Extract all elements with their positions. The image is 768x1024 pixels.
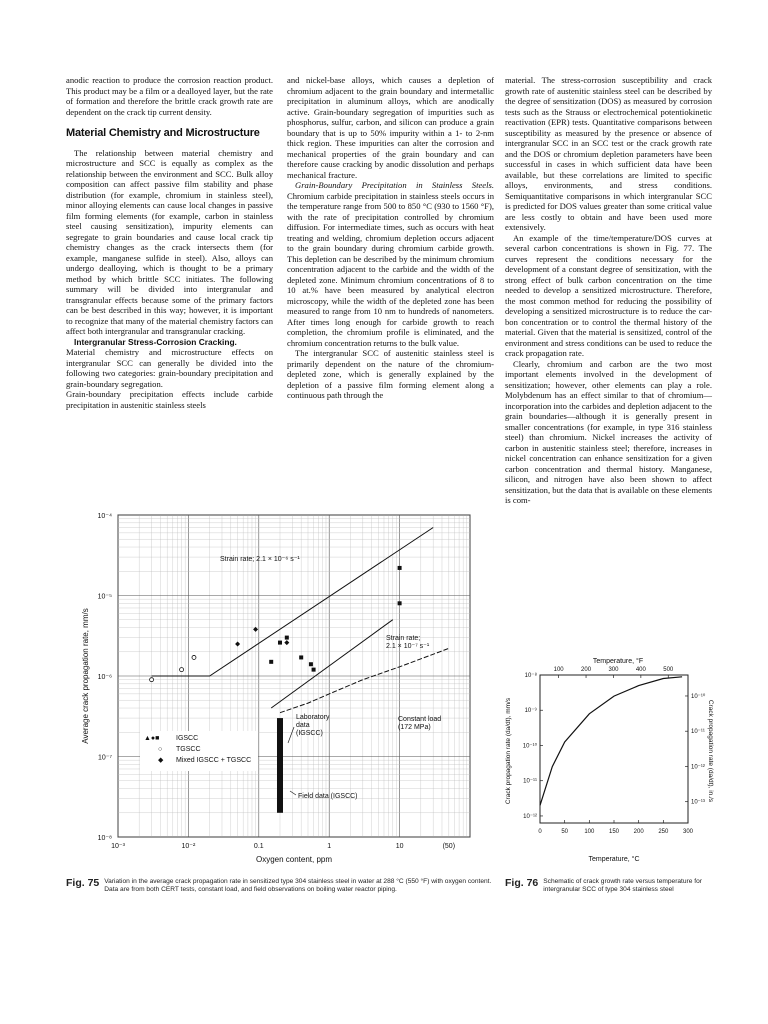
fig76-y-axis-title: Crack propagation rate (da/dt), mm/s: [505, 697, 512, 805]
runin-heading-igscc: Intergranular Stress-Corrosion Cracking.: [74, 336, 237, 347]
fig75-y-axis-title: Average crack propagation rate, mm/s: [81, 608, 90, 744]
legend-tgscc-label: TGSCC: [176, 746, 201, 753]
fig75-y-tick-label: 10⁻⁶: [97, 674, 112, 681]
fig76-x2-tick-label: 100: [553, 667, 564, 673]
fig76-y-tick-label: 10⁻¹⁰: [522, 743, 537, 750]
fig75-y-tick-label: 10⁻⁸: [97, 835, 112, 842]
fig75-legend: [140, 731, 258, 771]
fig76-x-tick-label: 50: [561, 829, 569, 835]
pointer-lab-data: [288, 727, 294, 743]
fig75-chart: [58, 505, 498, 875]
fig76-y2-tick-label: 10⁻¹³: [691, 799, 705, 806]
fig75-caption: [66, 878, 496, 894]
fig75-x-tick-label: 10⁻³: [111, 843, 125, 850]
fig75-point-igscc: [299, 655, 303, 659]
annotation-constant-load: Constant load (172 MPa): [398, 716, 442, 731]
fig76-curve: [540, 677, 682, 806]
fig76-ticks: [523, 667, 706, 835]
fig75-point-igscc: [398, 601, 402, 605]
column-3: [505, 75, 712, 506]
legend-mixed-label: Mixed IGSCC + TGSCC: [176, 757, 252, 764]
fig75-y-tick-label: 10⁻⁷: [97, 754, 112, 762]
fig75-caption-text: Variation in the average crack propagation rate in sensitized type 304 stainless steel in water at 288 °C (550 °F) with oxygen content. Data are from both CERT tests, constant load, and field observations on boiling water reactor piping.: [104, 878, 492, 893]
fig76-y-tick-label: 10⁻¹¹: [523, 778, 537, 785]
annotation-field-data: Field data (IGSCC): [298, 793, 358, 800]
fig75-x-tick-label: 1: [327, 843, 332, 850]
column-1: [66, 75, 273, 410]
fig76-x2-tick-label: 300: [608, 667, 619, 673]
fig75-point-mixed: [235, 641, 240, 646]
runin-heading-precipitation: Grain-Boundary Precipitation in Stainless Steels.: [295, 180, 494, 190]
fig76-y2-axis-title: Crack propagation rate (da/dt), in./s: [707, 699, 714, 803]
legend-igscc-label: IGSCC: [176, 735, 199, 742]
fig75-point-tgscc: [150, 678, 154, 682]
fig75-series-line-1: [271, 620, 393, 708]
fig75-point-igscc: [269, 660, 273, 664]
fig75-field-data-bar: [277, 718, 283, 813]
fig76-x-tick-label: 0: [538, 829, 542, 835]
fig75-point-tgscc: [192, 655, 196, 659]
fig75-point-tgscc: [180, 668, 184, 672]
fig76-y2-tick-label: 10⁻¹¹: [691, 729, 705, 736]
fig76-number: Fig. 76: [505, 877, 539, 889]
fig76-x-tick-label: 200: [633, 829, 644, 835]
pointer-field-data: [290, 791, 296, 795]
fig76-x2-tick-label: 500: [663, 667, 674, 673]
fig75-x-tick-label: 0.1: [253, 843, 264, 850]
col2-paragraph-3: The intergranular SCC of austenitic stainless steel is primarily dependent on the nature of the chromium-depleted zone, which is generally explained by the depletion of a passive film forming element along a continuous path through the: [287, 348, 494, 400]
fig75-x-axis-title: Oxygen content, ppm: [255, 855, 333, 864]
fig76-x-tick-label: 300: [682, 829, 694, 835]
fig76-x2-tick-label: 200: [581, 667, 592, 673]
col3-paragraph-3: Clearly, chromium and carbon are the two most important elements involved in the development of sensitization; however, other elements can play a role. Molybdenum has an effect similar to that of chromium—incorporation into the carbides and depletion adjacent to the grain boundaries—although it is generally present in smaller concentrations (for example, in type 316 stainless steel) than chromium. Nickel increases the activity of carbon in austenitic stainless steel; therefore, increases in nickel concentration can enhance sensitization for a given carbon concentration and thermal history. Manganese, silicon, and nitrogen have also been shown to affect sensitization, but the data that is available on these elements is com-: [505, 358, 712, 505]
fig76-x-tick-label: 250: [658, 829, 669, 835]
fig76-chart: [500, 655, 715, 870]
fig76-x-axis-title: Temperature, °C: [588, 856, 640, 863]
fig76-y-tick-label: 10⁻⁸: [524, 673, 537, 679]
fig76-caption-text: Schematic of crack growth rate versus temperature for intergranular SCC of type 304 stainless steel: [543, 878, 702, 893]
fig76-top-axis-title: Temperature, °F: [592, 658, 644, 665]
col1-top-paragraph: anodic reaction to produce the corrosion reaction product. This product may be a film or a dealloyed layer, but the rate of formation and therefore the brittle crack growth rate are dependent on the crack tip current density.: [66, 75, 273, 117]
fig75-series-line-2: [280, 648, 449, 712]
fig75-x-tick-label: 10⁻²: [181, 843, 196, 850]
fig76-x-tick-label: 150: [608, 829, 620, 835]
col1-paragraph-3: Grain-boundary precipitation effects include carbide precipitation in austenitic stainless steels: [66, 389, 273, 410]
fig76-x-tick-label: 100: [584, 829, 595, 835]
annotation-strain-rate-1: Strain rate; 2.1 × 10⁻⁶ s⁻¹: [220, 556, 300, 563]
legend-mixed-marker: ◆: [158, 757, 164, 764]
fig76-y2-tick-label: 10⁻¹⁰: [691, 693, 706, 700]
fig75-point-igscc: [398, 566, 402, 570]
annotation-lab-data: Laboratory data (IGSCC): [296, 714, 330, 737]
col1-paragraph-1: The relationship between material chemistry and microstructure and SCC is equally as complex as the relationship between the environment and SCC. Bulk alloy composition can affect passive film stability and phase distribution (for example, chromium in stainless steel), minor alloying elements can cause local changes in passive film forming elements (for example, carbon in stainless steel causing sensitization), impurity elements can segregate to grain boundaries and cause local crack tip chemistry changes as the crack intersects them (for example, manganese sulfide in steel). Also, alloys can undergo dealloying, which is thought to be a primary method by which brittle SCC initiates. The following summary will be divided into intergranular and transgranular effects because some of the primary factors can be best described in this way; however, it is important to recognize that many of the material chemistry factors can affect both intergranular and transgranular cracking.: [66, 147, 273, 336]
col2-paragraph-1: and nickel-base alloys, which causes a depletion of chromium adjacent to the grain boundary and intermetallic precipitation in aluminum alloys, which are anodically active. Grain-boundary segregation of impurities such as phosphorus, sulfur, carbon, and silicon can produce a grain boundary that is up to 50% impurity within a 1- to 2-nm thick region. These impurities can alter the corrosion and mechanical properties of the grain boundary and can therefore cause cracking by anodic dissolution and perhaps mechanical fracture.: [287, 75, 494, 180]
col2-paragraph-2: Chromium carbide precipitation in stainless steels occurs in the temperature range from 500 to 850 °C (930 to 1560 °F), with the rate of precipitation controlled by chromium diffusion. For intermediate times, such as occurs with heat treating and welding, chromium depletion occurs adjacent to the grain boundary during chromium carbide growth. This depletion can be described by the minimum chromium concentration adjacent to the carbide and the width of the depleted zone. Minimum chromium concentrations of 8 to 10 at.% have been measured by analytical electron microscopy, while the width of the depleted zone has been measured to range from 10 nm to hundreds of nanometers. After times long enough for carbide growth to reach completion, the chromium profile is eliminated, and the chromium concentration returns to the bulk value.: [287, 190, 494, 348]
fig75-x-tick-label: 10: [395, 843, 404, 850]
fig75-x-tick-label: (50): [442, 843, 456, 850]
fig75-point-igscc: [285, 636, 289, 640]
fig75-y-tick-label: 10⁻⁵: [97, 593, 112, 601]
fig76-y-tick-label: 10⁻¹²: [523, 813, 537, 820]
fig75-point-igscc: [312, 668, 316, 672]
section-heading: Material Chemistry and Microstructure: [66, 127, 260, 139]
fig76-y2-tick-label: 10⁻¹²: [691, 764, 705, 771]
fig76-y-tick-label: 10⁻⁹: [524, 708, 537, 715]
col3-paragraph-1: material. The stress-corrosion susceptibility and crack growth rate of austenitic stainless steel can be described by the degree of sensitization (DOS) as measured by corrosion tests such as the Strauss or electrochemical potentiokinetic reactivation (EPR) tests. Quantitative comparisons between susceptibility as measured by the presence or absence of intergranular SCC in an SCC test or the crack growth rate and the DOS or chromium depletion parameters have been successful in cases in which sufficient data have been available, but these correlations are limited to specific alloys, environments, and stress conditions. Semiquantitative comparisons in which intergranular SCC is predicted for DOS values greater than some critical value are less costly to obtain and have been used more extensively.: [505, 75, 712, 232]
col1-paragraph-2: Material chemistry and microstructure effects on intergranular SCC can generally be divided into the following two categories: grain-boundary precipitation and grain-boundary segregation.: [66, 347, 273, 389]
fig75-points: [150, 566, 402, 682]
fig76-caption: [505, 878, 715, 894]
fig75-point-igscc: [278, 641, 282, 645]
fig75-point-igscc: [309, 662, 313, 666]
column-2: [287, 75, 494, 401]
fig75-point-mixed: [284, 640, 289, 645]
legend-igscc-marker: ▲●■: [144, 735, 160, 742]
fig76-plot-frame: [540, 675, 688, 823]
fig75-number: Fig. 75: [66, 877, 100, 889]
col3-paragraph-2: An example of the time/temperature/DOS curves at several carbon concentrations is shown in Fig. 77. The curves represent the conditions necessary for the development of a constant degree of sensitization, with the strong effect of bulk carbon concentration on the time needed to develop a sensitized microstructure. Therefore, the most common method for reducing the possibility of developing a sensitized microstructure is to reduce the car-bon concentration or to control the thermal history of the material. Given that the material is sensitized, control of the environment and stress conditions can be used to reduce the crack propagation rate.: [505, 232, 712, 358]
fig75-y-tick-label: 10⁻⁴: [97, 513, 112, 520]
fig76-x2-tick-label: 400: [635, 667, 646, 673]
legend-tgscc-marker: ○: [158, 746, 163, 753]
annotation-strain-rate-2: Strain rate; 2.1 × 10⁻⁷ s⁻¹: [386, 635, 430, 650]
